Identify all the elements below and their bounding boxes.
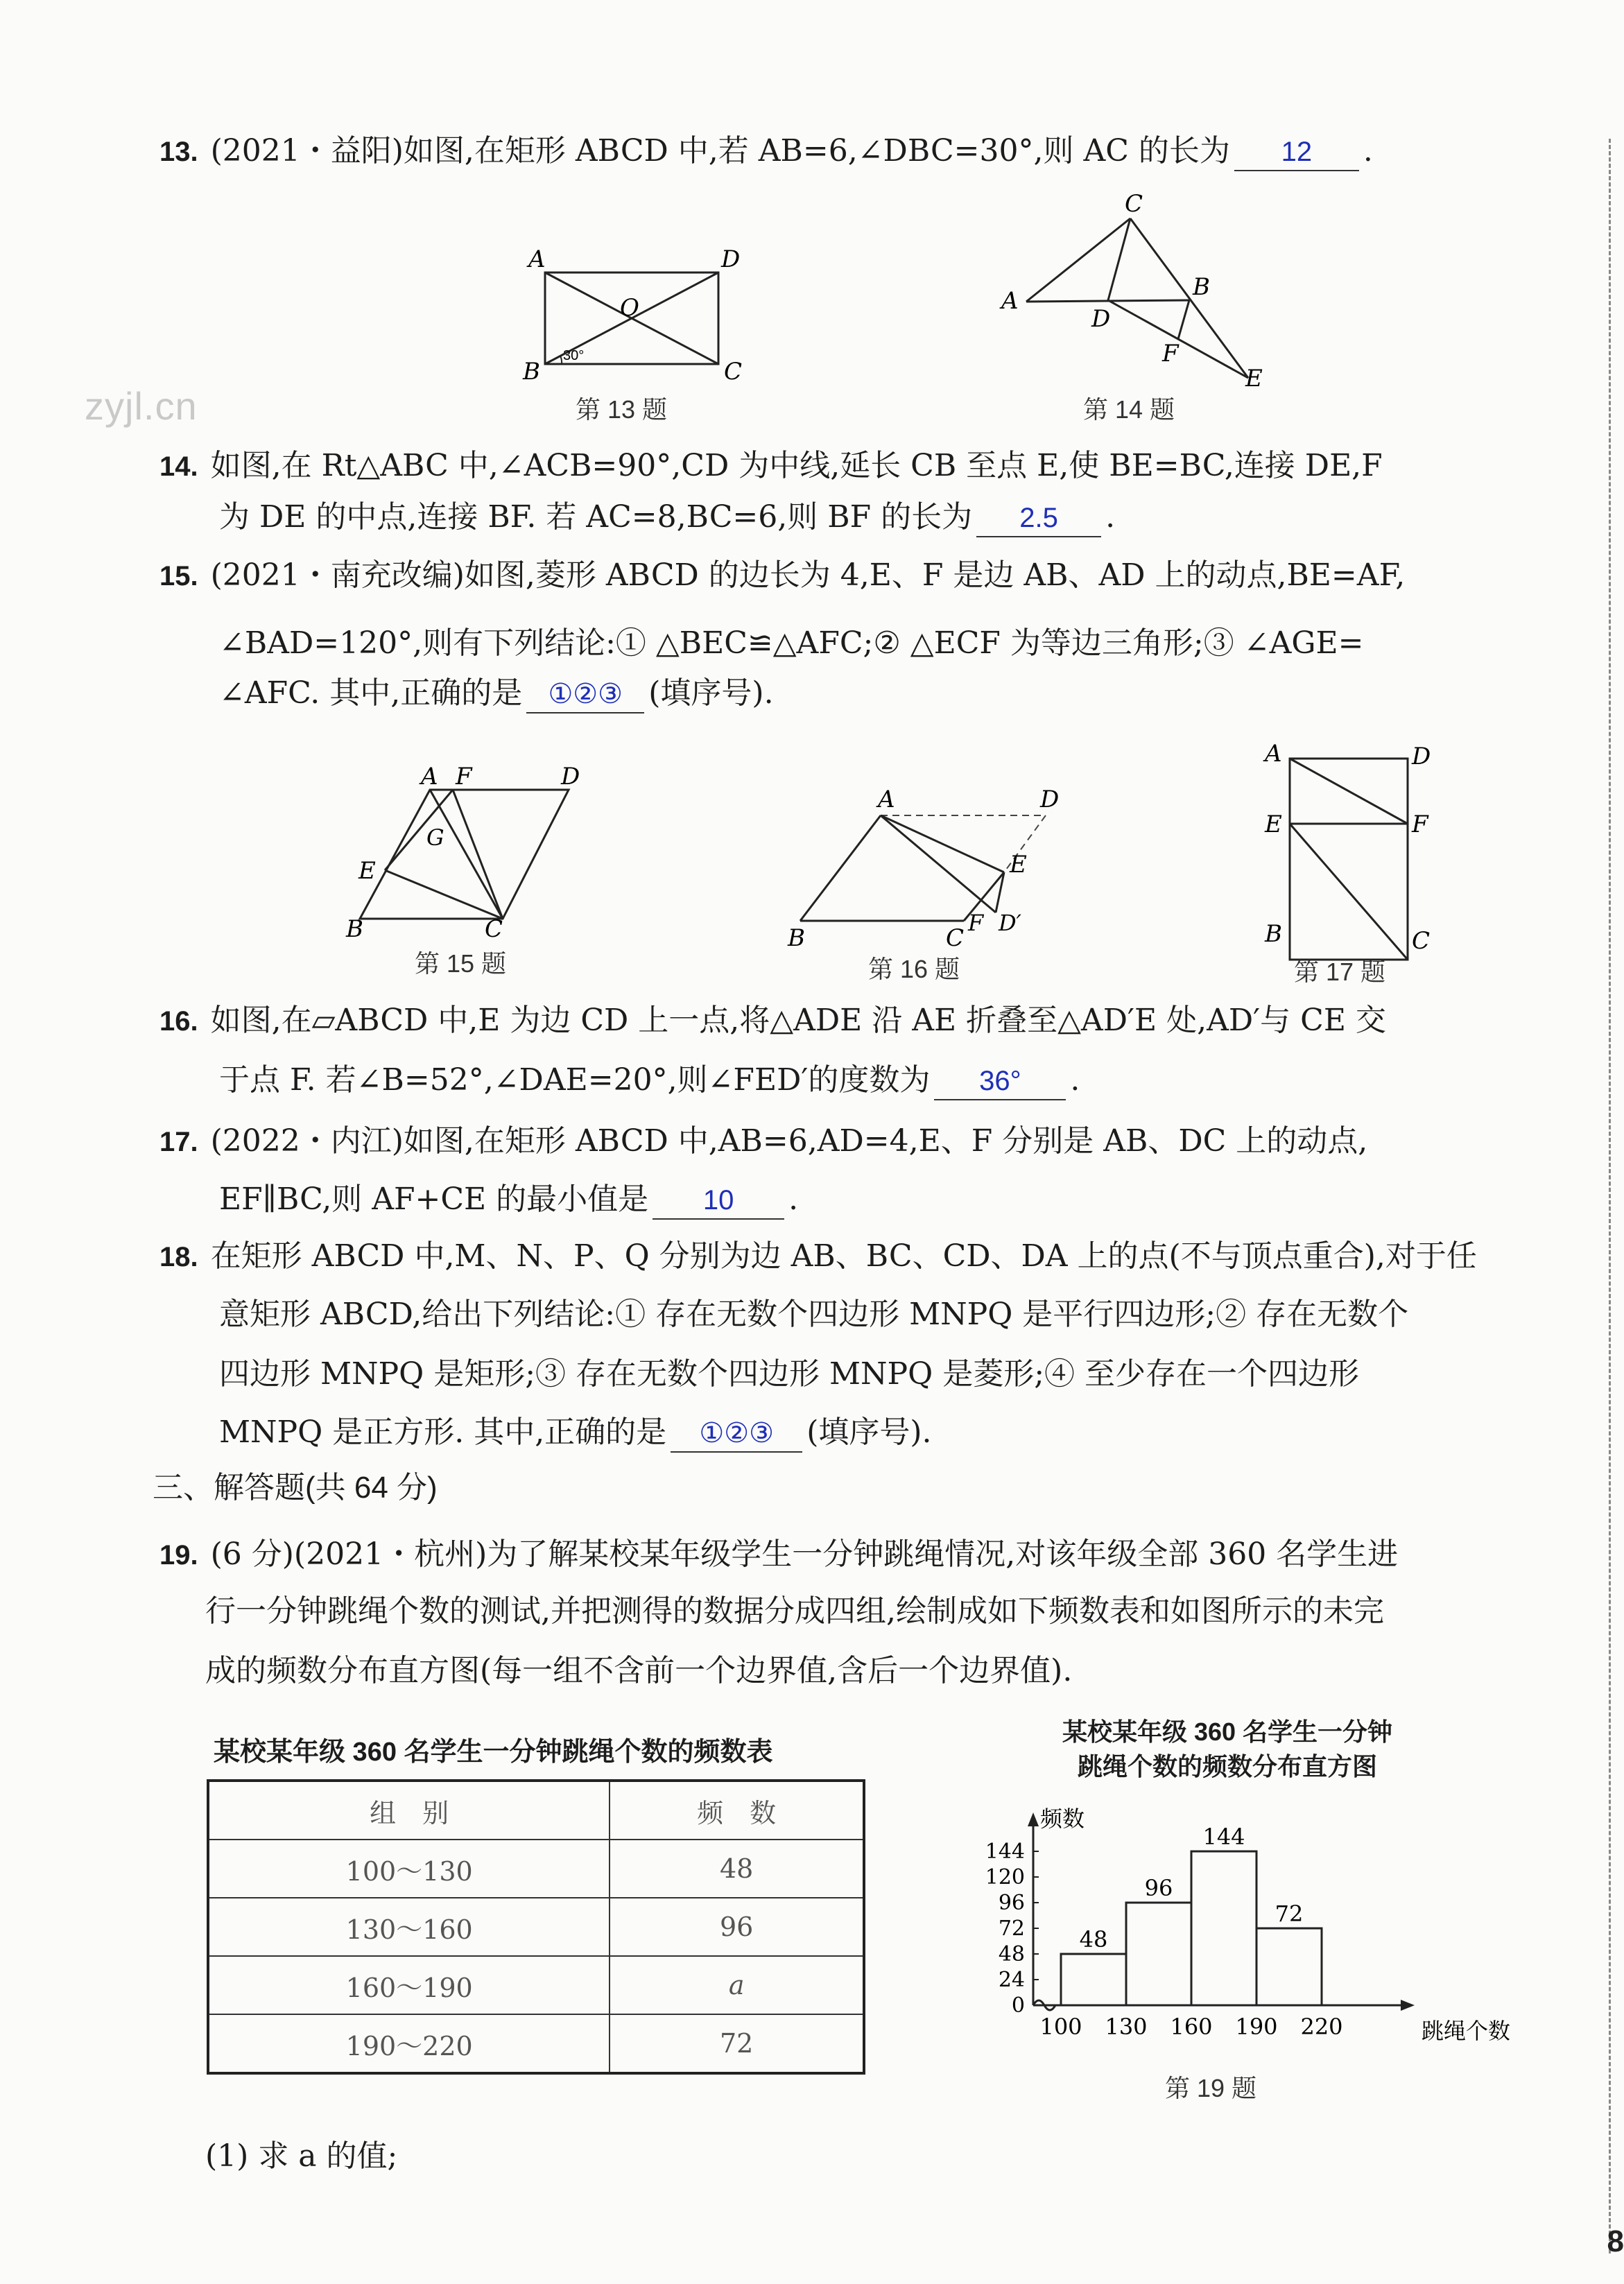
label-d: D: [1091, 305, 1111, 333]
y-tick-label: 0: [1011, 1993, 1025, 2018]
x-tick-label: 160: [1170, 2014, 1213, 2040]
label-g: G: [426, 824, 444, 851]
table-row: [208, 1840, 864, 1898]
histogram: [957, 1789, 1539, 2066]
page-number: 8: [1607, 2224, 1624, 2258]
histogram-bar: [1126, 1903, 1191, 2005]
question-number: 17.: [159, 1127, 198, 1157]
label-c: C: [485, 915, 503, 943]
table-row: [208, 1956, 864, 2014]
label-b: B: [346, 915, 363, 943]
section-heading: 三、解答题(共 64 分): [153, 1471, 438, 1505]
figure-15: [343, 759, 607, 953]
y-tick-label: 144: [985, 1840, 1025, 1864]
y-tick-label: 120: [985, 1865, 1025, 1889]
label-f: F: [968, 910, 984, 936]
question-13: 13. (2021・益阳)如图,在矩形 ABCD 中,若 AB=6,∠DBC=30°,则 AC 的长为 12 .: [159, 130, 1373, 173]
segment-ad-prime: [881, 815, 996, 912]
x-tick-label: 130: [1105, 2014, 1148, 2040]
label-f: F: [1412, 811, 1428, 838]
segment-ce: [1130, 218, 1248, 378]
label-e: E: [1010, 851, 1027, 879]
table-title: 某校某年级 360 名学生一分钟跳绳个数的频数表: [214, 1738, 773, 1767]
segment-ec: [385, 870, 503, 919]
question-number: 16.: [159, 1006, 198, 1037]
figure-17: [1255, 734, 1456, 962]
question-number: 13.: [159, 137, 198, 167]
answer-blank: 10: [653, 1182, 784, 1220]
bar-value-label: 48: [1079, 1926, 1108, 1953]
question-19-sub1: (1) 求 a 的值;: [205, 2138, 398, 2174]
angle-arc: [560, 356, 562, 364]
figure-14-caption: 第 14 题: [1083, 395, 1175, 424]
question-17-line2: EF∥BC,则 AF+CE 的最小值是 10 .: [219, 1179, 798, 1220]
answer-blank: ①②③: [526, 676, 644, 713]
label-e: E: [1245, 365, 1263, 392]
segment-fc: [453, 790, 503, 919]
table-cell: 72: [610, 2014, 864, 2073]
question-15-line3: ∠AFC. 其中,正确的是 ①②③ (填序号).: [219, 673, 774, 714]
table-cell: 160～190: [208, 1956, 610, 2014]
y-axis-arrow: [1028, 1813, 1039, 1826]
histogram-bar: [1256, 1928, 1322, 2005]
answer-blank: ①②③: [671, 1415, 802, 1453]
label-b: B: [788, 924, 805, 952]
question-15-line2: ∠BAD=120°,则有下列结论:① △BEC≌△AFC;② △ECF 为等边三角形;③ ∠AGE=: [219, 625, 1364, 661]
x-tick-label: 220: [1300, 2014, 1343, 2040]
x-tick-label: 190: [1235, 2014, 1278, 2040]
label-a: A: [528, 246, 546, 273]
question-14-line2: 为 DE 的中点,连接 BF. 若 AC=8,BC=6,则 BF 的长为 2.5 .: [219, 496, 1115, 538]
bar-value-label: 144: [1202, 1824, 1245, 1850]
x-tick-label: 100: [1039, 2014, 1082, 2040]
table-cell: 100～130: [208, 1840, 610, 1898]
figure-16: [775, 777, 1066, 964]
median-cd: [1108, 218, 1130, 300]
rhombus-abcd: [360, 790, 569, 919]
question-number: 19.: [159, 1540, 198, 1571]
table-header-row: [208, 1781, 864, 1840]
figure-16-caption: 第 16 题: [868, 955, 960, 983]
histogram-bar: [1061, 1954, 1126, 2005]
figure-17-caption: 第 17 题: [1294, 958, 1386, 986]
angle-label: 30°: [563, 348, 585, 363]
question-19-line3: 成的频数分布直方图(每一组不含前一个边界值,含后一个边界值).: [205, 1653, 1073, 1688]
figure-19-caption: 第 19 题: [1165, 2074, 1257, 2102]
question-18-line3: 四边形 MNPQ 是矩形;③ 存在无数个四边形 MNPQ 是菱形;④ 至少存在一个四边形: [219, 1356, 1360, 1392]
y-tick-label: 48: [998, 1942, 1025, 1966]
label-f: F: [1162, 340, 1179, 367]
x-axis-arrow: [1401, 2000, 1415, 2011]
diagonal-ac: [430, 790, 503, 919]
bar-value-label: 72: [1275, 1901, 1304, 1927]
table-row: [208, 1898, 864, 1956]
label-c: C: [946, 924, 965, 952]
label-c: C: [1412, 927, 1431, 955]
figure-15-caption: 第 15 题: [415, 949, 507, 978]
x-axis-label: 跳绳个数: [1422, 2018, 1511, 2044]
label-c: C: [1125, 191, 1143, 218]
question-number: 18.: [159, 1242, 198, 1272]
figure-13-caption: 第 13 题: [576, 395, 668, 424]
segment-ae: [881, 815, 1004, 872]
y-axis-label: 频数: [1040, 1806, 1085, 1832]
label-a: A: [1001, 287, 1019, 315]
question-18-line2: 意矩形 ABCD,给出下列结论:① 存在无数个四边形 MNPQ 是平行四边形;② 存在无数个: [219, 1297, 1409, 1332]
figure-14: [999, 191, 1290, 399]
rectangle-abcd: [1290, 759, 1408, 960]
table-cell: 96: [610, 1898, 864, 1956]
y-tick-label: 24: [998, 1968, 1025, 1992]
frequency-table: [207, 1779, 865, 2075]
label-a: A: [878, 786, 895, 813]
answer-blank: 36°: [934, 1063, 1066, 1100]
label-a: A: [421, 763, 438, 790]
segment-af: [1290, 759, 1408, 824]
answer-blank: 2.5: [976, 500, 1101, 537]
side-ac: [1026, 218, 1130, 302]
label-a: A: [1265, 740, 1282, 768]
column-header: 组 别: [208, 1781, 610, 1840]
label-f: F: [456, 763, 472, 790]
figure-13: [513, 246, 749, 399]
question-16-line1: 16. 如图,在▱ABCD 中,E 为边 CD 上一点,将△ADE 沿 AE 折叠至△AD′E 处,AD′与 CE 交: [159, 1003, 1386, 1038]
label-d: D: [721, 246, 741, 273]
question-15-line1: 15. (2021・南充改编)如图,菱形 ABCD 的边长为 4,E、F 是边 AB、AD 上的动点,BE=AF,: [159, 557, 1406, 593]
question-text: (2021・益阳)如图,在矩形 ABCD 中,若 AB=6,∠DBC=30°,则 AC 的长为: [210, 133, 1230, 168]
table-cell: a: [610, 1956, 864, 2014]
table-cell: 190～220: [208, 2014, 610, 2073]
answer-blank: 12: [1234, 134, 1359, 171]
label-d-prime: D′: [999, 910, 1021, 936]
question-18-line4: MNPQ 是正方形. 其中,正确的是 ①②③ (填序号).: [219, 1412, 932, 1453]
table-row: [208, 2014, 864, 2073]
question-19-line2: 行一分钟跳绳个数的测试,并把测得的数据分成四组,绘制成如下频数表和如图所示的未完: [205, 1593, 1384, 1629]
question-18-line1: 18. 在矩形 ABCD 中,M、N、P、Q 分别为边 AB、BC、CD、DA 上的点(不与顶点重合),对于任: [159, 1238, 1477, 1274]
table-cell: 48: [610, 1840, 864, 1898]
label-b: B: [523, 358, 540, 386]
question-14-line1: 14. 如图,在 Rt△ABC 中,∠ACB=90°,CD 为中线,延长 CB 至点 E,使 BE=BC,连接 DE,F: [159, 448, 1383, 483]
bar-value-label: 96: [1144, 1875, 1173, 1901]
label-d: D: [561, 763, 580, 790]
chart-title-line2: 跳绳个数的频数分布直方图: [1077, 1752, 1377, 1781]
table-cell: 130～160: [208, 1898, 610, 1956]
label-b: B: [1193, 273, 1210, 301]
label-o: O: [620, 294, 639, 322]
histogram-bar: [1191, 1851, 1256, 2005]
label-e: E: [1265, 811, 1282, 838]
label-e: E: [359, 857, 376, 885]
side-ab: [800, 815, 881, 921]
question-19-line1: 19. (6 分)(2021・杭州)为了解某校某年级学生一分钟跳绳情况,对该年级全部 360 名学生进: [159, 1537, 1399, 1572]
question-number: 15.: [159, 561, 198, 591]
chart-title-line1: 某校某年级 360 名学生一分钟: [1062, 1718, 1393, 1746]
question-17-line1: 17. (2022・内江)如图,在矩形 ABCD 中,AB=6,AD=4,E、F 分别是 AB、DC 上的动点,: [159, 1123, 1368, 1159]
question-number: 14.: [159, 451, 198, 482]
label-d: D: [1412, 743, 1431, 770]
label-d: D: [1040, 786, 1060, 813]
y-tick-label: 96: [998, 1891, 1025, 1915]
column-header: 频 数: [610, 1781, 864, 1840]
segment-ec: [1290, 824, 1408, 960]
margin-divider: [1609, 139, 1611, 2253]
label-b: B: [1265, 920, 1282, 948]
y-tick-label: 72: [998, 1917, 1025, 1941]
watermark: zyjl.cn: [85, 384, 198, 428]
question-16-line2: 于点 F. 若∠B=52°,∠DAE=20°,则∠FED′的度数为 36° .: [219, 1059, 1080, 1101]
segment-bf: [1178, 300, 1189, 339]
label-c: C: [724, 358, 743, 386]
